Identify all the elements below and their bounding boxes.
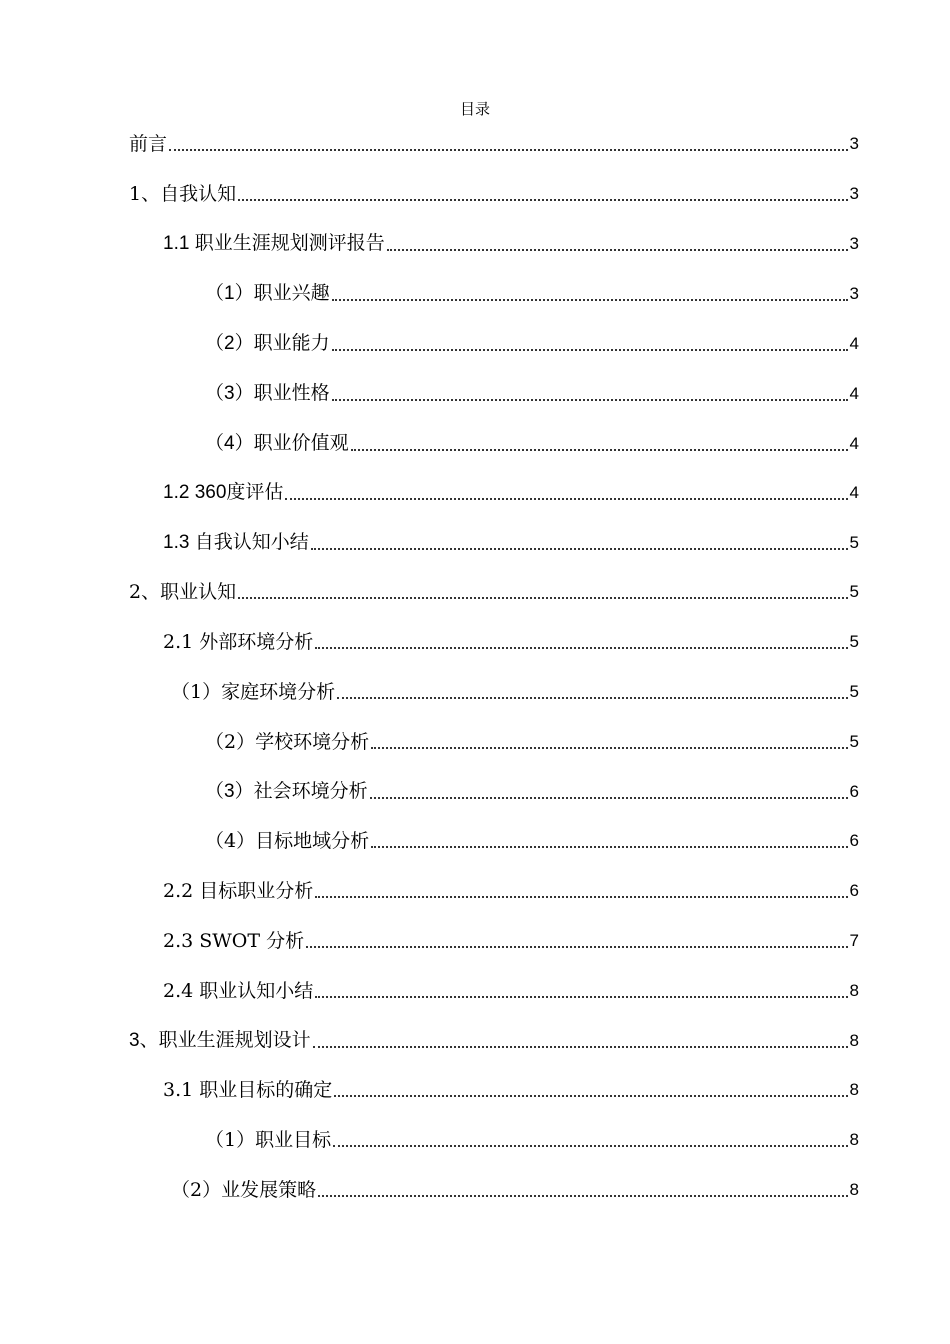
toc-entry-page: 4: [849, 434, 859, 453]
toc-leader: [371, 846, 847, 848]
toc-leader: [238, 199, 847, 201]
toc-entry-2-2[interactable]: [163, 873, 859, 903]
toc-entry-label: （4）职业价值观: [205, 433, 349, 454]
toc-entry-2-4[interactable]: [163, 973, 859, 1003]
toc-leader: [315, 896, 847, 898]
toc-entry-2-3[interactable]: [163, 923, 859, 953]
toc-leader: [337, 697, 847, 699]
toc-title: 目录: [459, 100, 490, 118]
toc-entry-3-1[interactable]: [163, 1072, 859, 1102]
toc-entry-page: 8: [849, 1130, 859, 1149]
toc-entry-label: 3、职业生涯规划设计: [129, 1030, 311, 1051]
toc-leader: [238, 597, 847, 599]
toc-leader: [333, 1145, 847, 1147]
toc-entry-2-1[interactable]: [163, 624, 859, 654]
toc-entry-page: 8: [849, 1031, 859, 1050]
toc-leader: [318, 1195, 847, 1197]
toc-entry-label: 3.1 职业目标的确定: [163, 1079, 333, 1101]
toc-leader: [313, 1046, 848, 1048]
toc-entry-page: 8: [849, 981, 859, 1000]
toc-entry-ability[interactable]: [205, 326, 859, 356]
toc-leader: [311, 548, 848, 550]
toc-entry-career-planning[interactable]: [129, 1023, 859, 1053]
toc-entry-label: 2、职业认知: [129, 581, 237, 603]
toc-entry-page: 4: [849, 483, 859, 502]
toc-entry-page: 5: [849, 582, 859, 601]
toc-entry-label: 1.3 自我认知小结: [163, 532, 309, 553]
toc-entry-self-awareness[interactable]: [129, 176, 859, 206]
toc-entry-page: 4: [849, 334, 859, 353]
toc-entry-label: （1）家庭环境分析: [171, 681, 336, 703]
toc-entry-label: （3）职业性格: [205, 383, 330, 404]
toc-entry-label: （2）职业能力: [205, 333, 330, 354]
toc-entry-label: 前言: [129, 133, 168, 155]
toc-leader: [306, 946, 847, 948]
toc-leader: [332, 349, 848, 351]
toc-leader: [332, 399, 848, 401]
toc-entry-region[interactable]: [205, 823, 859, 853]
toc-entry-school[interactable]: [205, 724, 859, 754]
toc-entry-page: 7: [849, 931, 859, 950]
toc-leader: [169, 149, 848, 151]
toc-entry-society[interactable]: [205, 774, 859, 804]
toc-entry-page: 4: [849, 384, 859, 403]
toc-entry-page: 5: [849, 533, 859, 552]
toc-entry-label: （4）目标地域分析: [205, 830, 370, 852]
toc-entry-interest[interactable]: [205, 276, 859, 306]
toc-entry-page: 6: [849, 831, 859, 850]
toc-entry-values[interactable]: [205, 426, 859, 456]
toc-entry-label: 2.4 职业认知小结: [163, 980, 314, 1002]
toc-entry-1-1[interactable]: [163, 226, 859, 256]
toc-leader: [351, 449, 848, 451]
toc-entry-label: （2）学校环境分析: [205, 731, 370, 753]
toc-entry-page: 3: [849, 284, 859, 303]
toc-leader: [315, 996, 847, 998]
toc-entry-label: （1）职业目标: [205, 1129, 332, 1151]
toc-entry-page: 5: [849, 682, 859, 701]
toc-entry-page: 5: [849, 732, 859, 751]
toc-entry-career-awareness[interactable]: [129, 574, 859, 604]
toc-entry-label: 2.3 SWOT 分析: [163, 930, 305, 952]
toc-entry-page: 5: [849, 632, 859, 651]
toc-entry-page: 8: [849, 1180, 859, 1199]
toc-entry-label: （3）社会环境分析: [205, 781, 368, 802]
toc-entry-label: （1）职业兴趣: [205, 283, 330, 304]
toc-leader: [334, 1095, 847, 1097]
toc-entry-preface[interactable]: [129, 126, 859, 156]
toc-entry-strategy[interactable]: [171, 1172, 859, 1202]
toc-entry-family[interactable]: [171, 674, 859, 704]
toc-leader: [332, 299, 848, 301]
toc-entry-page: 8: [849, 1080, 859, 1099]
toc-leader: [315, 647, 847, 649]
toc-entry-page: 6: [849, 881, 859, 900]
toc-entry-label: 2.2 目标职业分析: [163, 880, 314, 902]
toc-entry-label: 1.2 360度评估: [163, 482, 284, 503]
toc-leader: [285, 498, 847, 500]
toc-entry-page: 3: [849, 134, 859, 153]
toc-entry-page: 3: [849, 184, 859, 203]
toc-leader: [371, 747, 847, 749]
toc-entry-label: 2.1 外部环境分析: [163, 631, 314, 653]
toc-entry-1-3[interactable]: [163, 525, 859, 555]
toc-entry-label: （2）业发展策略: [171, 1179, 317, 1201]
toc-entry-1-2[interactable]: [163, 475, 859, 505]
toc-entry-label: 1.1 职业生涯规划测评报告: [163, 233, 385, 254]
toc-entry-personality[interactable]: [205, 376, 859, 406]
toc-entry-page: 6: [849, 782, 859, 801]
toc-entry-label: 1、自我认知: [129, 183, 237, 205]
toc-leader: [370, 797, 848, 799]
toc-entry-page: 3: [849, 234, 859, 253]
toc-entry-goal[interactable]: [205, 1122, 859, 1152]
toc-leader: [387, 249, 848, 251]
